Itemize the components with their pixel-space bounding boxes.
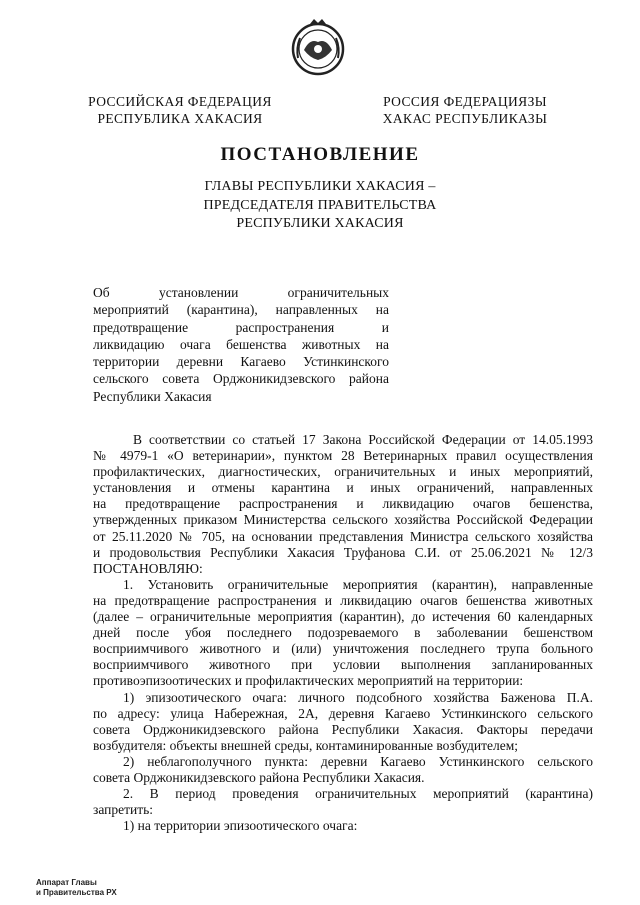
header-right-line: ХАКАС РЕСПУБЛИКАЗЫ (382, 111, 548, 126)
body-line: ПОСТАНОВЛЯЮ: (93, 560, 203, 576)
body-line: профилактических, диагностических, ограничительных и иных мероприятий, (93, 464, 593, 480)
subject-line: Об установлении ограничительных (93, 285, 389, 300)
body-line: противоэпизоотических и профилактических мероприятий на территории: (93, 673, 524, 689)
subject-line: Республики Хакасия (93, 388, 212, 404)
body-line: запретить: (93, 802, 154, 818)
body-line: 1) эпизоотического очага: личного подсобного хозяйства Баженова П.А. (123, 689, 593, 705)
header-left-line: РОССИЙСКАЯ ФЕДЕРАЦИЯ (88, 94, 272, 109)
body-line: возбудителя: объекты внешней среды, контаминированные возбудителем; (93, 737, 519, 753)
document-title: ПОСТАНОВЛЕНИЕ (220, 144, 420, 165)
body-line: восприимчивого животного при условии выполнения запланированных (93, 657, 593, 673)
footer-stamp (36, 878, 117, 898)
subject-line: территории деревни Кагаево Устинкинского (93, 354, 389, 370)
body-line: установления и отмены карантина и иных ограничений, направленных (93, 480, 593, 496)
footer-line: и Правительства РХ (36, 888, 117, 897)
subject-line: ликвидацию очага бешенства животных на (93, 336, 389, 352)
body-line: (далее – ограничительные мероприятия (карантин), до истечения 60 календарных (93, 609, 593, 625)
body-line: В соответствии со статьей 17 Закона Российской Федерации от 14.05.1993 (133, 432, 593, 447)
resolution-body (93, 432, 593, 834)
body-line: на предотвращение распространения и ликвидацию очагов бешенства животных (93, 592, 593, 608)
header-right (370, 93, 560, 127)
subject-line: предотвращение распространения и (93, 319, 389, 335)
body-line: 1) на территории эпизоотического очага: (123, 818, 358, 834)
subject-line: сельского совета Орджоникидзевского района (93, 371, 389, 387)
subtitle-line: ГЛАВЫ РЕСПУБЛИКИ ХАКАСИЯ – (204, 179, 436, 194)
body-line: от 25.11.2020 № 705, на основании представления Министра сельского хозяйства (93, 528, 593, 544)
body-line: № 4979-1 «О ветеринарии», пунктом 28 Ветеринарных правил осуществления (93, 448, 593, 464)
header-left (80, 93, 280, 127)
coat-of-arms-icon (290, 18, 346, 76)
body-line: на предотвращение распространения и ликвидацию очагов бешенства, (93, 496, 593, 512)
body-line: 2. В период проведения ограничительных мероприятий (карантина) (123, 786, 593, 802)
body-line: утвержденных приказом Министерства сельского хозяйства Российской Федерации (93, 512, 593, 528)
subject-line: мероприятий (карантина), направленных на (93, 302, 389, 318)
header-right-line: РОССИЯ ФЕДЕРАЦИЯЗЫ (383, 94, 547, 109)
body-line: 1. Установить ограничительные мероприятия (карантин), направленные (123, 576, 593, 592)
header-left-line: РЕСПУБЛИКА ХАКАСИЯ (97, 111, 263, 126)
footer-line: Аппарат Главы (36, 878, 97, 887)
body-line: и продовольствия Республики Хакасия Труфанова С.И. от 25.06.2021 № 12/3 (93, 544, 593, 560)
subtitle-line: ПРЕДСЕДАТЕЛЯ ПРАВИТЕЛЬСТВА (203, 197, 437, 213)
subtitle-line: РЕСПУБЛИКИ ХАКАСИЯ (236, 216, 404, 231)
resolution-subject (93, 284, 389, 405)
body-line: дней после убоя последнего подозреваемого в заболевании бешенством (93, 625, 593, 641)
body-line: восприимчивого животного и (или) уничтожения последнего трупа больного (93, 641, 593, 657)
document-subtitle (0, 178, 640, 234)
body-line: 2) неблагополучного пункта: деревни Кагаево Устинкинского сельского (123, 753, 593, 769)
body-line: совета Орджоникидзевского района Республики Хакасия. Факторы передачи (93, 721, 593, 737)
body-line: совета Орджоникидзевского района Республики Хакасия. (93, 769, 425, 785)
body-line: по адресу: улица Набережная, 2А, деревня Кагаево Устинкинского сельского (93, 705, 593, 721)
